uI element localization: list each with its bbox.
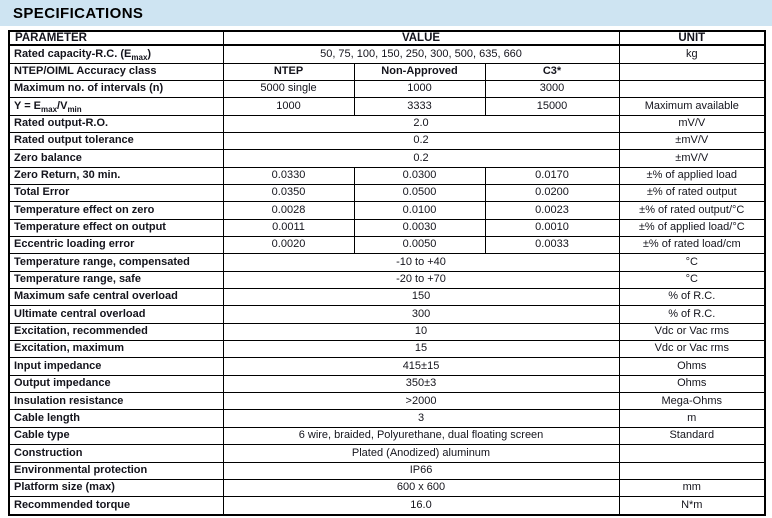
value-cell: 0.0010 xyxy=(485,219,619,236)
parameter-cell: Construction xyxy=(9,445,223,462)
table-row xyxy=(9,45,765,63)
value-cell: 415±15 xyxy=(223,358,619,375)
value-cell: 0.0030 xyxy=(354,219,485,236)
table-row xyxy=(9,132,765,149)
parameter-cell: Rated output-R.O. xyxy=(9,115,223,132)
parameter-cell: Maximum safe central overload xyxy=(9,289,223,306)
unit-cell: ±mV/V xyxy=(619,132,765,149)
title-band xyxy=(0,0,772,26)
parameter-cell: Ultimate central overload xyxy=(9,306,223,323)
value-cell: 0.0300 xyxy=(354,167,485,184)
parameter-cell: Temperature effect on zero xyxy=(9,202,223,219)
value-cell: IP66 xyxy=(223,462,619,479)
table-row xyxy=(9,254,765,271)
value-cell: 15000 xyxy=(485,98,619,115)
parameter-cell: Recommended torque xyxy=(9,497,223,515)
value-cell: 350±3 xyxy=(223,375,619,392)
unit-cell: °C xyxy=(619,271,765,288)
unit-cell xyxy=(619,80,765,97)
value-cell: 0.0050 xyxy=(354,237,485,254)
value-cell: 15 xyxy=(223,341,619,358)
parameter-cell: Temperature effect on output xyxy=(9,219,223,236)
table-row xyxy=(9,323,765,340)
value-cell: -10 to +40 xyxy=(223,254,619,271)
value-cell: Plated (Anodized) aluminum xyxy=(223,445,619,462)
page-title: SPECIFICATIONS xyxy=(13,4,144,22)
value-cell: 0.0350 xyxy=(223,185,354,202)
table-row xyxy=(9,289,765,306)
value-cell: 0.0033 xyxy=(485,237,619,254)
parameter-cell: Excitation, maximum xyxy=(9,341,223,358)
unit-cell xyxy=(619,63,765,80)
value-cell: 2.0 xyxy=(223,115,619,132)
parameter-cell: Rated output tolerance xyxy=(9,132,223,149)
table-row xyxy=(9,427,765,444)
unit-cell: Mega-Ohms xyxy=(619,393,765,410)
table-row xyxy=(9,445,765,462)
table-row xyxy=(9,410,765,427)
unit-cell: mm xyxy=(619,479,765,496)
unit-cell: °C xyxy=(619,254,765,271)
value-cell: 10 xyxy=(223,323,619,340)
value-cell: >2000 xyxy=(223,393,619,410)
table-row xyxy=(9,271,765,288)
value-cell: 3333 xyxy=(354,98,485,115)
unit-cell xyxy=(619,462,765,479)
parameter-cell: Rated capacity-R.C. $(E_{max})$ xyxy=(9,45,223,63)
unit-cell: mV/V xyxy=(619,115,765,132)
table-row xyxy=(9,341,765,358)
unit-cell: Maximum available xyxy=(619,98,765,115)
parameter-cell: Temperature range, safe xyxy=(9,271,223,288)
value-cell: -20 to +70 xyxy=(223,271,619,288)
value-cell: 50, 75, 100, 150, 250, 300, 500, 635, 660 xyxy=(223,45,619,63)
value-cell: 1000 xyxy=(354,80,485,97)
table-row xyxy=(9,306,765,323)
parameter-cell: Temperature range, compensated xyxy=(9,254,223,271)
table-row xyxy=(9,115,765,132)
table-row xyxy=(9,497,765,515)
table-row xyxy=(9,237,765,254)
unit-cell: m xyxy=(619,410,765,427)
parameter-cell: Total Error xyxy=(9,185,223,202)
value-cell: 150 xyxy=(223,289,619,306)
unit-cell: ±% of applied load xyxy=(619,167,765,184)
value-cell: Non-Approved xyxy=(354,63,485,80)
table-row xyxy=(9,358,765,375)
unit-cell: Ohms xyxy=(619,375,765,392)
value-cell: 3000 xyxy=(485,80,619,97)
table-row xyxy=(9,375,765,392)
value-cell: NTEP xyxy=(223,63,354,80)
table-row xyxy=(9,167,765,184)
parameter-cell: Cable length xyxy=(9,410,223,427)
parameter-cell: Cable type xyxy=(9,427,223,444)
table-row xyxy=(9,98,765,115)
unit-cell: % of R.C. xyxy=(619,306,765,323)
parameter-cell: Platform size (max) xyxy=(9,479,223,496)
table-row xyxy=(9,462,765,479)
parameter-cell: Maximum no. of intervals (n) xyxy=(9,80,223,97)
value-cell: 5000 single xyxy=(223,80,354,97)
unit-cell: kg xyxy=(619,45,765,63)
value-cell: 0.2 xyxy=(223,132,619,149)
table-row xyxy=(9,63,765,80)
parameter-cell: Input impedance xyxy=(9,358,223,375)
unit-cell: ±% of rated output/°C xyxy=(619,202,765,219)
unit-cell: Vdc or Vac rms xyxy=(619,341,765,358)
parameter-cell: Zero Return, 30 min. xyxy=(9,167,223,184)
value-cell: C3* xyxy=(485,63,619,80)
column-header-unit: UNIT xyxy=(619,31,765,45)
unit-cell: % of R.C. xyxy=(619,289,765,306)
value-cell: 3 xyxy=(223,410,619,427)
unit-cell xyxy=(619,445,765,462)
unit-cell: ±mV/V xyxy=(619,150,765,167)
parameter-cell: $Y = E_{max}/V_{min}$ xyxy=(9,98,223,115)
parameter-cell: Zero balance xyxy=(9,150,223,167)
specifications-table xyxy=(8,30,766,516)
unit-cell: Ohms xyxy=(619,358,765,375)
value-cell: 0.0500 xyxy=(354,185,485,202)
unit-cell: ±% of applied load/°C xyxy=(619,219,765,236)
parameter-cell: NTEP/OIML Accuracy class xyxy=(9,63,223,80)
value-cell: 16.0 xyxy=(223,497,619,515)
value-cell: 0.0020 xyxy=(223,237,354,254)
parameter-cell: Insulation resistance xyxy=(9,393,223,410)
column-header-value: VALUE xyxy=(223,31,619,45)
value-cell: 0.0330 xyxy=(223,167,354,184)
table-row xyxy=(9,185,765,202)
unit-cell: Standard xyxy=(619,427,765,444)
unit-cell: ±% of rated load/cm xyxy=(619,237,765,254)
table-row xyxy=(9,219,765,236)
value-cell: 0.0170 xyxy=(485,167,619,184)
value-cell: 0.0100 xyxy=(354,202,485,219)
unit-cell: Vdc or Vac rms xyxy=(619,323,765,340)
table-row xyxy=(9,150,765,167)
value-cell: 0.0028 xyxy=(223,202,354,219)
value-cell: 0.0011 xyxy=(223,219,354,236)
unit-cell: N*m xyxy=(619,497,765,515)
table-row xyxy=(9,393,765,410)
parameter-cell: Eccentric loading error xyxy=(9,237,223,254)
table-row xyxy=(9,202,765,219)
column-header-parameter: PARAMETER xyxy=(9,31,223,45)
value-cell: 300 xyxy=(223,306,619,323)
unit-cell: ±% of rated output xyxy=(619,185,765,202)
table-row xyxy=(9,80,765,97)
parameter-cell: Environmental protection xyxy=(9,462,223,479)
table-row xyxy=(9,479,765,496)
value-cell: 0.0023 xyxy=(485,202,619,219)
value-cell: 600 x 600 xyxy=(223,479,619,496)
parameter-cell: Output impedance xyxy=(9,375,223,392)
parameter-cell: Excitation, recommended xyxy=(9,323,223,340)
value-cell: 6 wire, braided, Polyurethane, dual floating screen xyxy=(223,427,619,444)
table-header-row xyxy=(9,31,765,45)
value-cell: 0.2 xyxy=(223,150,619,167)
value-cell: 0.0200 xyxy=(485,185,619,202)
value-cell: 1000 xyxy=(223,98,354,115)
